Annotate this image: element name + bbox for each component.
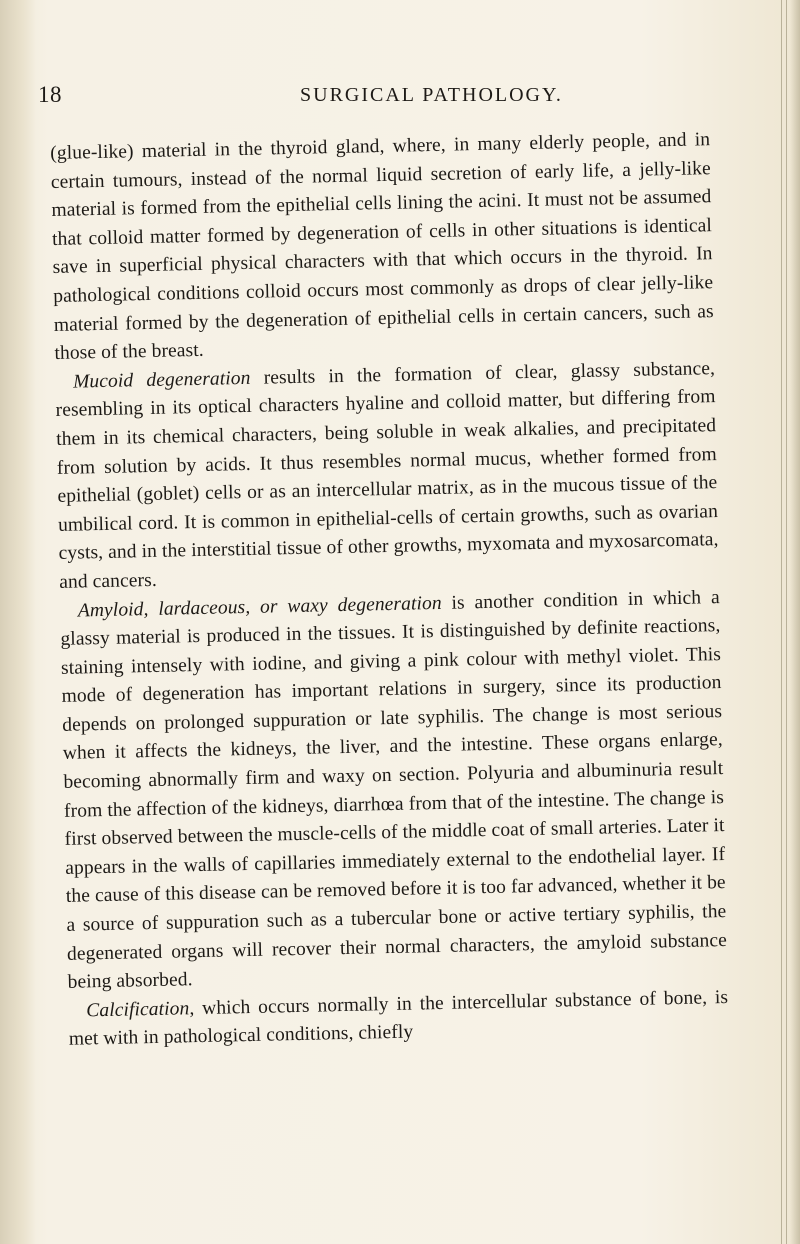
paragraph-term: Amyloid, lardaceous, or waxy degeneration [77,592,442,622]
paragraph-mucoid [55,355,720,598]
paragraph-term: Mucoid degeneration [72,367,251,393]
page-gutter-shadow [0,0,36,1244]
body-text [50,126,729,1055]
running-head: SURGICAL PATHOLOGY. [300,84,563,106]
page-number: 18 [38,82,62,107]
paragraph-text: , which occurs normally in the intercellular substance of bone, is met with in pathological conditions, chiefly [68,986,729,1051]
paragraph-text: results in the formation of clear, glassy substance, resembling in its optical characters hyaline and colloid matter, but differing from them in its chemical characters, being soluble in weak alkalies, and precipitated from solution by acids. It thus resembles normal mucus, whether formed from epithelial (goblet) cells or as an intercellular matrix, as in the mucous tissue of the umbilical cord. It is common in epithelial-cells of certain growths, such as ovarian cysts, and in the interstitial tissue of other growths, myxomata and myxosarcomata, and cancers. [55,357,719,593]
paragraph-text: (glue-like) material in the thyroid gland, where, in many elderly people, and in certain tumours, instead of the normal liquid secretion of early life, a jelly-like material is formed from the epithelial cells lining the acini. It must not be assumed that colloid matter formed by degeneration of cells in other situations is identical save in superficial physical characters with that which occurs in the thyroid. In pathological conditions colloid occurs most commonly as drops of clear jelly-like material formed by the degeneration of epithelial cells in certain cancers, such as those of the breast. [50,129,714,365]
paragraph-amyloid [60,584,728,998]
page-edge-line [781,0,782,1244]
paragraph-term: Calcification [86,998,190,1022]
paragraph-text: is another condition in which a glassy material is produced in the tissues. It is distinguished by definite reactions, staining intensely with iodine, and giving a pink colour with methyl violet. This mode of degeneration has important relations in surgery, since its production depends on prolonged suppuration or late syphilis. The change is most serious when it affects the kidneys, the liver, and the intestine. These organs enlarge, becoming abnormally firm and waxy on section. Polyuria and albuminuria result from the affection of the kidneys, diarrhœa from that of the intestine. The change is first observed between the muscle-cells of the middle coat of small arteries. Later it appears in the walls of capillaries immediately external to the endothelial layer. If the cause of this disease can be removed before it is too far advanced, whether it be a source of suppuration such as a tubercular bone or active tertiary syphilis, the degenerated organs will recover their normal characters, the amyloid substance being absorbed. [60,586,728,994]
page-header [0,82,800,112]
paragraph-colloid [50,126,715,369]
page-edge-line [786,0,787,1244]
page-edge-shadow [790,0,800,1244]
